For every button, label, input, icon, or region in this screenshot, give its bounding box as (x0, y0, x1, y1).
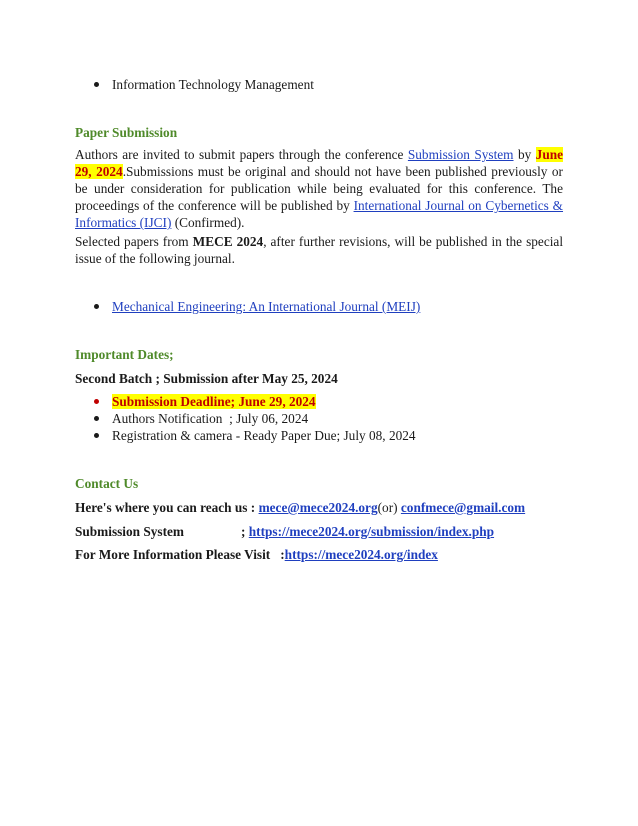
contact-line (75, 499, 563, 516)
email-link-primary[interactable]: mece@mece2024.org (258, 500, 378, 515)
p2-text-1: Selected papers from (75, 234, 189, 249)
list-item (75, 410, 563, 427)
more-info-line (75, 546, 563, 563)
conference-name: MECE 2024 (192, 234, 264, 249)
selected-papers-paragraph (75, 233, 563, 267)
index-url-link[interactable]: https://mece2024.org/index (284, 547, 438, 562)
important-dates-heading: Important Dates; (75, 347, 174, 362)
paper-submission-heading: Paper Submission (75, 125, 178, 140)
submission-system-link[interactable]: Submission System (407, 147, 514, 162)
p1-by: by (517, 147, 532, 162)
reach-label: Here's where you can reach us : (75, 500, 259, 515)
paper-submission-paragraph (75, 146, 563, 231)
p1-text-3: (Confirmed). (174, 215, 245, 230)
list-item (75, 298, 563, 315)
journal-list (75, 298, 563, 315)
contact-heading: Contact Us (75, 476, 139, 491)
notification-item: Authors Notification ; July 06, 2024 (112, 411, 309, 426)
email-link-secondary[interactable]: confmece@gmail.com (400, 500, 526, 515)
submission-system-line (75, 523, 563, 540)
submission-url-link[interactable]: https://mece2024.org/submission/index.php (248, 524, 495, 539)
or-text: (or) (377, 500, 401, 515)
system-separator: ; (241, 524, 249, 539)
p2-text-2: , after further revisions, will be published in the special issue of the following journal. (75, 234, 564, 266)
dates-list (75, 393, 563, 444)
info-separator: : (280, 547, 285, 562)
p1-text-2: .Submissions must be original and should not have been published previously or be under consideration for publication while being evaluated for this conference. The proceedings of the conference will be published by (75, 164, 563, 213)
list-item (75, 427, 563, 444)
list-item: Information Technology Management (75, 76, 563, 93)
system-label: Submission System (75, 524, 184, 539)
top-bullet-list (75, 76, 563, 93)
info-label: For More Information Please Visit (75, 547, 271, 562)
ijci-journal-link[interactable]: International Journal on Cybernetics & Informatics (IJCI) (75, 198, 564, 230)
second-batch-line: Second Batch ; Submission after May 25, 2024 (75, 371, 338, 386)
p1-text-1: Authors are invited to submit papers through the conference (75, 147, 404, 162)
deadline-item: Submission Deadline; June 29, 2024 (112, 394, 316, 409)
list-item (75, 393, 563, 410)
deadline-highlight: June 29, 2024 (75, 147, 564, 179)
meij-journal-link[interactable]: Mechanical Engineering: An International Journal (MEIJ) (112, 299, 421, 314)
registration-item: Registration & camera - Ready Paper Due; July 08, 2024 (112, 428, 416, 443)
